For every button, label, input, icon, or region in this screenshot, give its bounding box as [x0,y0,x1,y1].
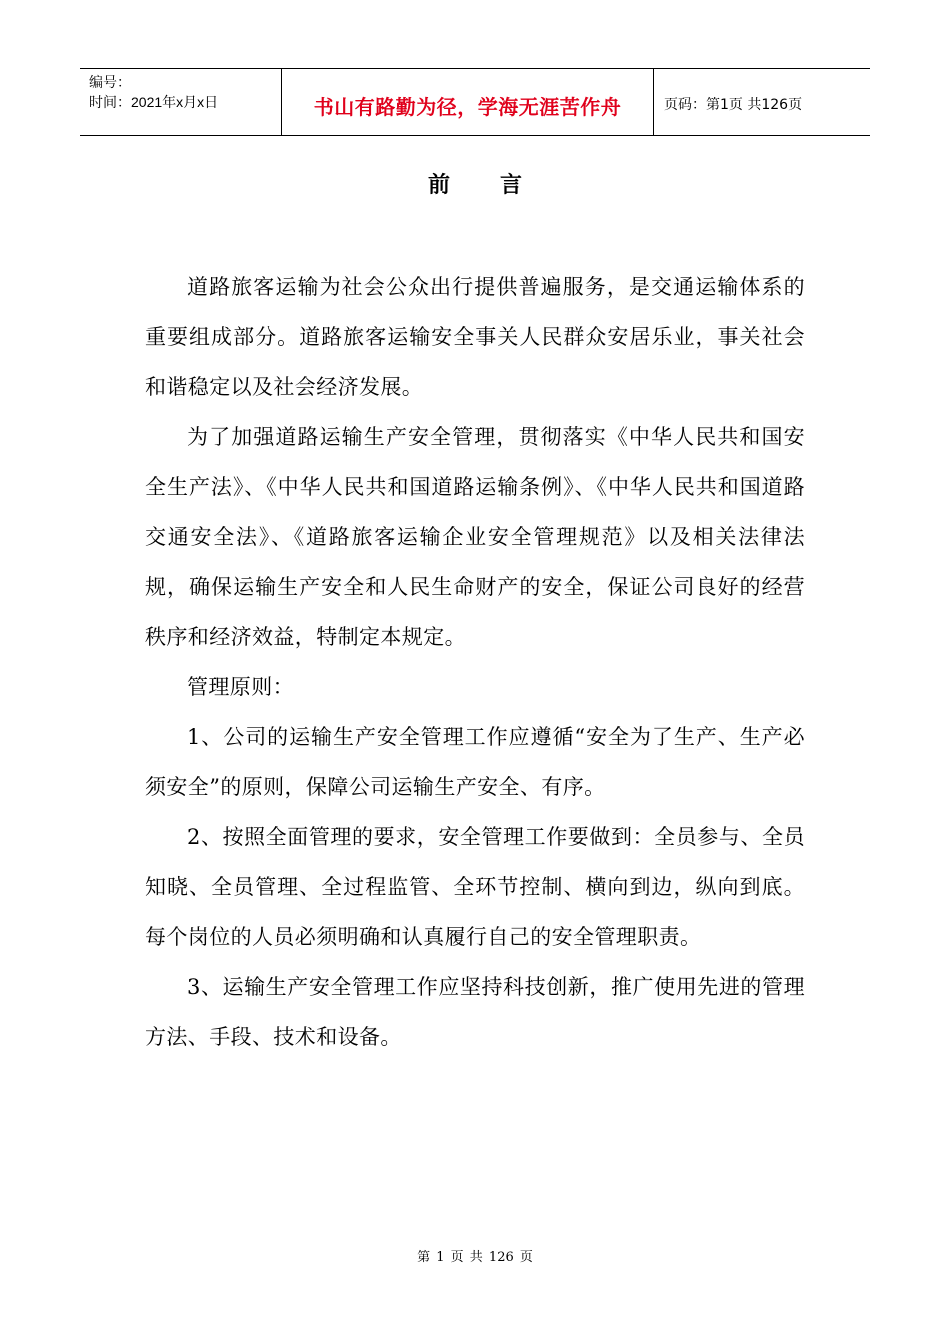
paragraph: 管理原则： [187,675,294,699]
paragraph: 1、公司的运输生产安全管理工作应遵循“安全为了生产、生产必须安全”的原则，保障公司运输生产安全、有序。 [145,725,805,799]
page-header [80,68,870,136]
header-page-info: 页码：第1页 共126页 [664,97,803,113]
document-title: 前言 [427,173,572,198]
header-meta [80,69,282,135]
header-motto: 书山有路勤为径，学海无涯苦作舟 [282,69,654,135]
document-number-label: 编号： [89,74,131,90]
document-date: 时间：2021年x月x日 [89,94,219,110]
paragraph: 为了加强道路运输生产安全管理，贯彻落实《中华人民共和国安全生产法》、《中华人民共和国道路运输条例》、《中华人民共和国道路交通安全法》、《道路旅客运输企业安全管理规范》以及相关法律法规，确保运输生产安全和人民生命财产的安全，保证公司良好的经营秩序和经济效益，特制定本规定。 [145,425,805,649]
paragraph: 3、运输生产安全管理工作应坚持科技创新，推广使用先进的管理方法、手段、技术和设备。 [145,975,805,1049]
paragraph: 道路旅客运输为社会公众出行提供普遍服务，是交通运输体系的重要组成部分。道路旅客运输安全事关人民群众安居乐业，事关社会和谐稳定以及社会经济发展。 [145,275,805,399]
page-footer: 第 1 页 共 126 页 [417,1250,533,1265]
paragraph: 2、按照全面管理的要求，安全管理工作要做到：全员参与、全员知晓、全员管理、全过程监管、全环节控制、横向到边，纵向到底。每个岗位的人员必须明确和认真履行自己的安全管理职责。 [145,825,805,949]
document-body [145,262,805,1062]
